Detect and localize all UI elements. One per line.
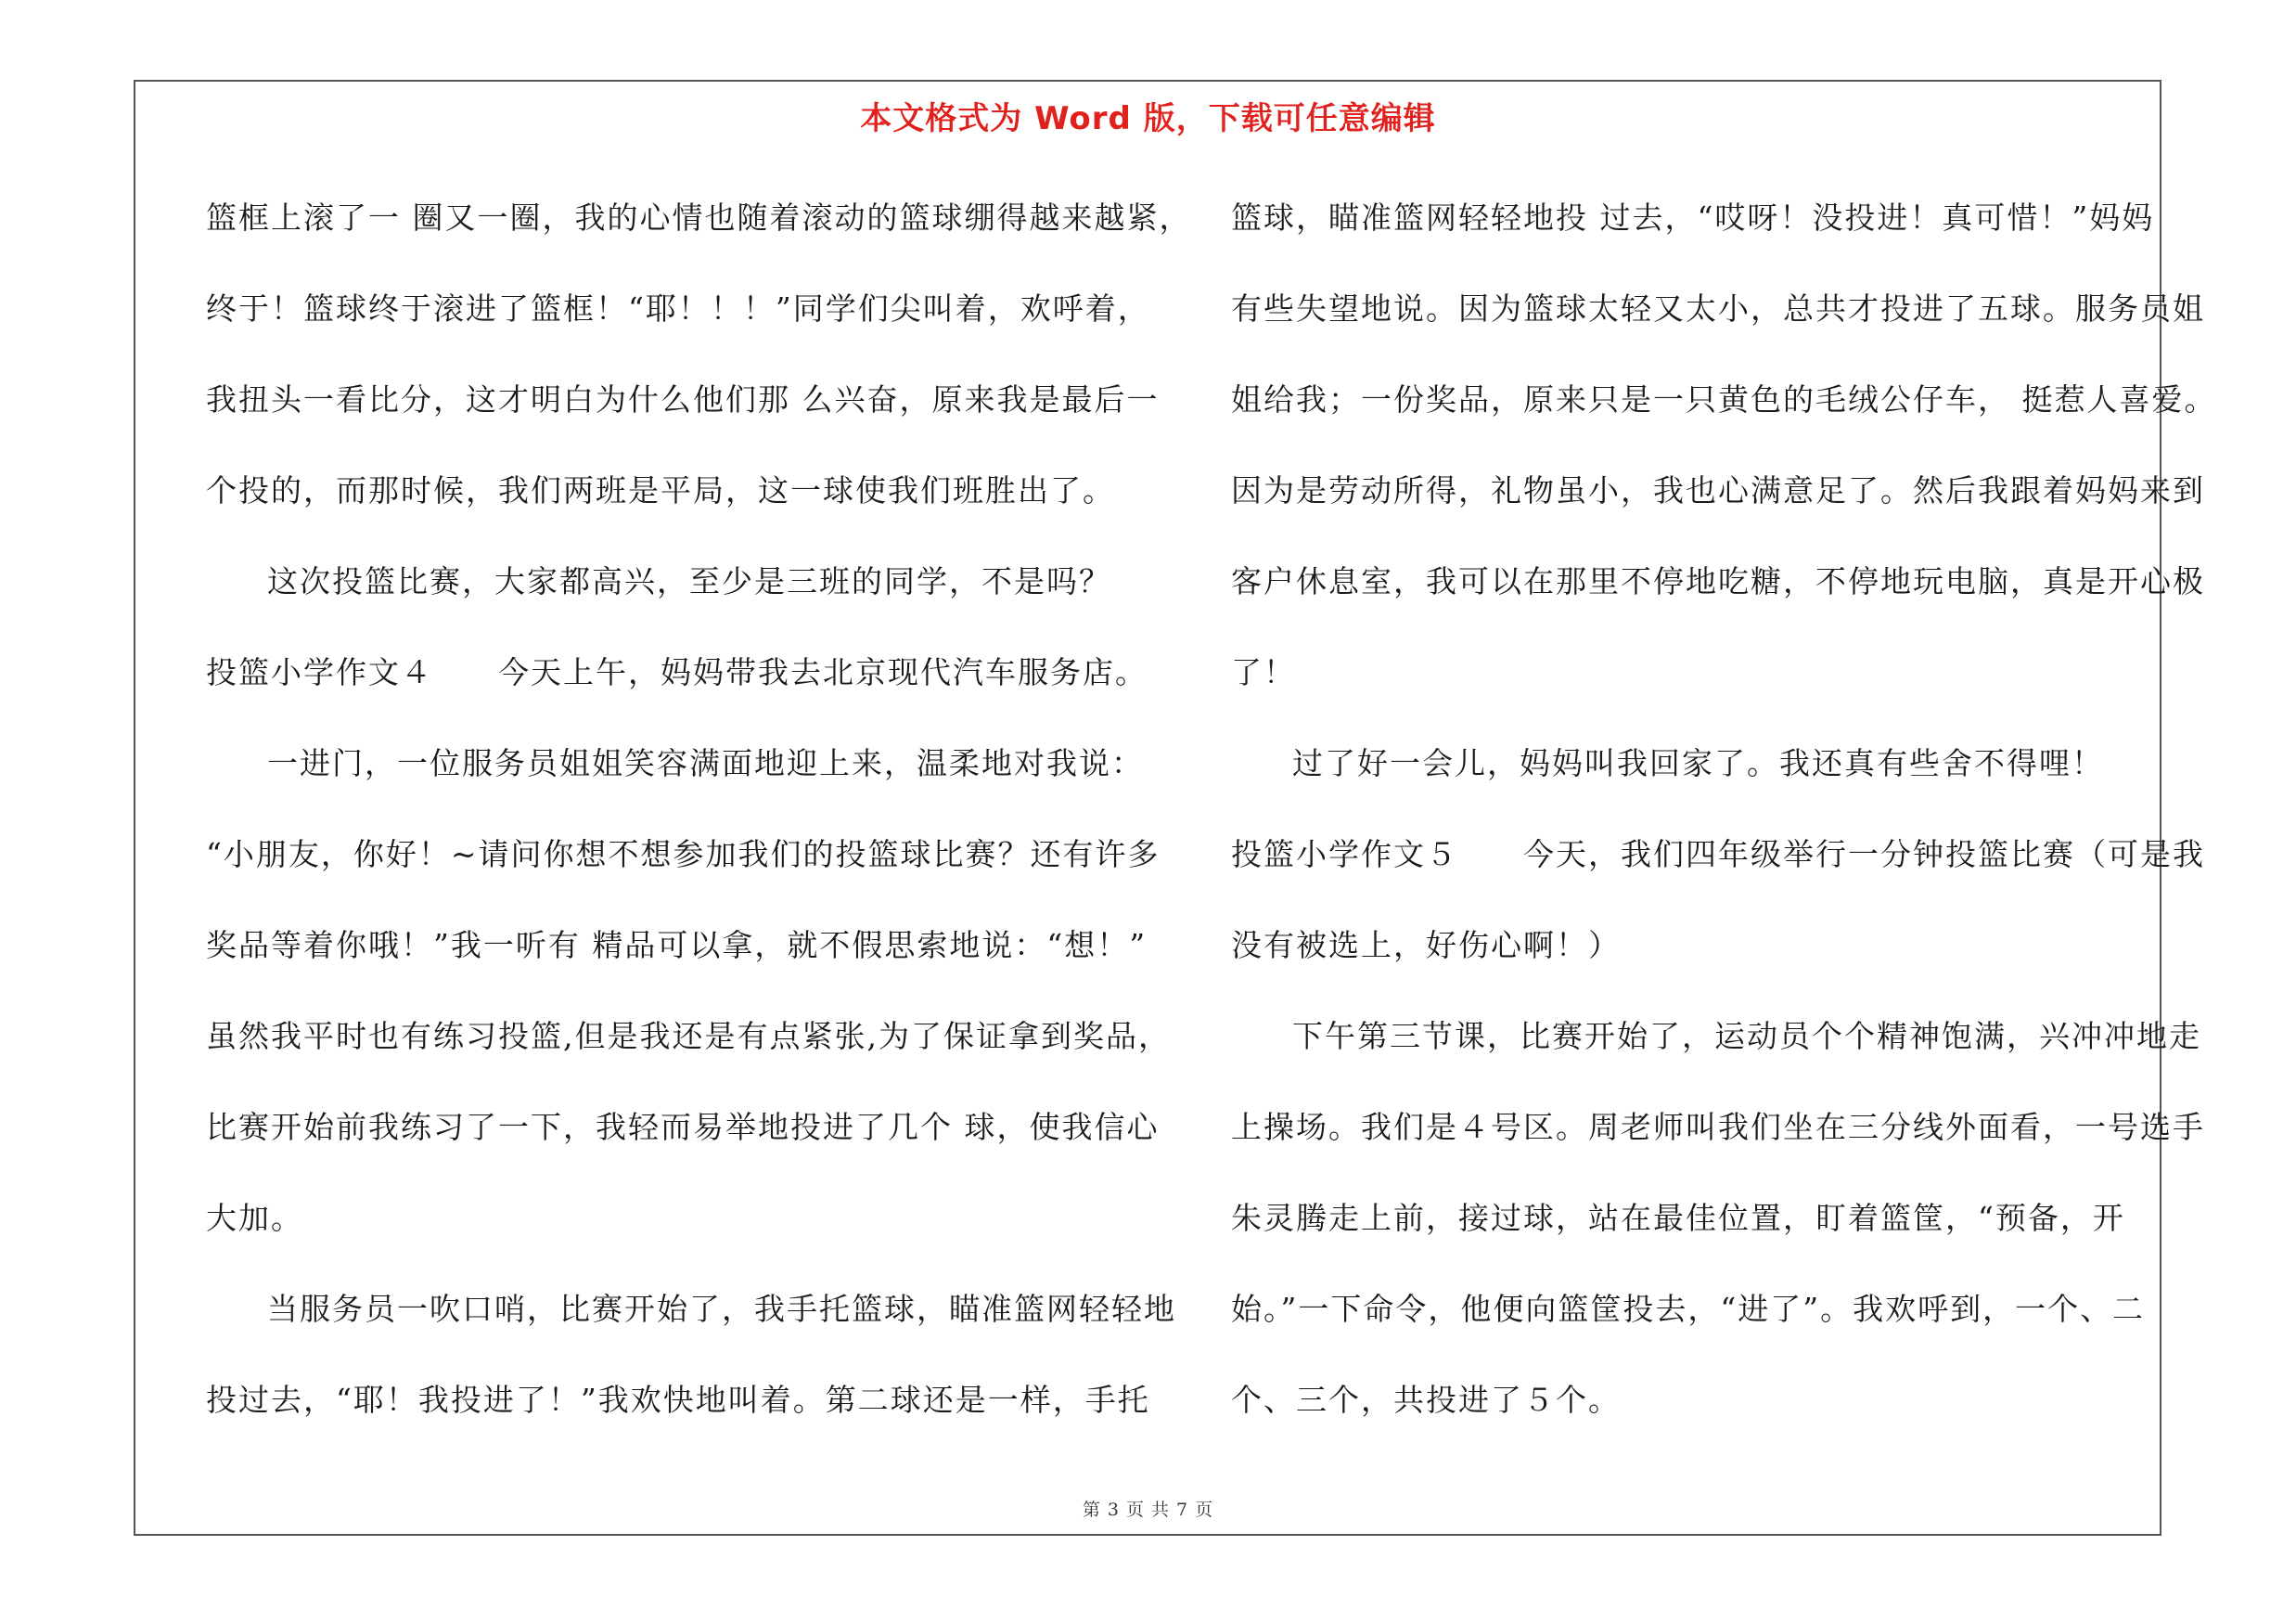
format-notice: 本文格式为 Word 版，下载可任意编辑 xyxy=(860,100,1436,137)
text-line: 客户休息室，我可以在那里不停地吃糖，不停地玩电脑，真是开心极 xyxy=(1231,563,2205,599)
text-line: 下午第三节课，比赛开始了，运动员个个精神饱满，兴冲冲地走 xyxy=(1292,1018,2201,1054)
text-line: 姐给我；一份奖品，原来只是一只黄色的毛绒公仔车， 挺惹人喜爱。 xyxy=(1231,381,2217,418)
text-line: 个、三个，共投进了５个。 xyxy=(1231,1382,1621,1418)
text-line: 虽然我平时也有练习投篮,但是我还是有点紧张,为了保证拿到奖品， xyxy=(206,1018,1171,1054)
text-line: 我扭头一看比分，这才明白为什么他们那 么兴奋，原来我是最后一 xyxy=(206,381,1160,418)
essay-heading-line: 投篮小学作文４ 今天上午，妈妈带我去北京现代汽车服务店。 xyxy=(206,654,1148,690)
essay-heading-line: 投篮小学作文５ 今天，我们四年级举行一分钟投篮比赛（可是我 xyxy=(1231,836,2205,872)
text-line: 一进门，一位服务员姐姐笑容满面地迎上来，温柔地对我说： xyxy=(267,745,1144,781)
page-number: 第 3 页 共 7 页 xyxy=(1082,1500,1214,1520)
text-line: 比赛开始前我练习了一下，我轻而易举地投进了几个 球，使我信心 xyxy=(206,1109,1160,1145)
text-line: 篮框上滚了一 圈又一圈，我的心情也随着滚动的篮球绷得越来越紧， xyxy=(206,200,1192,236)
text-line: “小朋友，你好！~请问你想不想参加我们的投篮球比赛？还有许多 xyxy=(206,836,1161,872)
text-line: 过了好一会儿，妈妈叫我回家了。我还真有些舍不得哩！ xyxy=(1292,745,2104,781)
text-line: 投过去，“耶！我投进了！”我欢快地叫着。第二球还是一样，手托 xyxy=(206,1382,1150,1418)
left-column xyxy=(206,173,1192,1446)
text-line: 上操场。我们是４号区。周老师叫我们坐在三分线外面看，一号选手 xyxy=(1231,1109,2205,1145)
text-line: 当服务员一吹口哨，比赛开始了，我手托篮球，瞄准篮网轻轻地 xyxy=(267,1291,1176,1327)
text-line: 奖品等着你哦！”我一听有 精品可以拿，就不假思索地说：“想！” xyxy=(206,927,1148,963)
text-line: 没有被选上，好伤心啊！） xyxy=(1231,927,1621,963)
text-line: 大加。 xyxy=(206,1200,303,1236)
text-line: 个投的，而那时候，我们两班是平局，这一球使我们班胜出了。 xyxy=(206,472,1115,509)
right-column xyxy=(1231,173,2217,1446)
text-line: 因为是劳动所得，礼物虽小，我也心满意足了。然后我跟着妈妈来到 xyxy=(1231,472,2205,509)
text-line: 终于！篮球终于滚进了篮框！“耶！！！”同学们尖叫着，欢呼着， xyxy=(206,290,1150,327)
text-line: 始。”一下命令，他便向篮筐投去，“进了”。我欢呼到，一个、二 xyxy=(1231,1291,2146,1327)
text-line: 篮球，瞄准篮网轻轻地投 过去，“哎呀！没投进！真可惜！”妈妈 xyxy=(1231,200,2155,236)
text-line: 这次投篮比赛，大家都高兴，至少是三班的同学，不是吗？ xyxy=(267,563,1111,599)
text-line: 了！ xyxy=(1231,654,1296,690)
text-line: 有些失望地说。因为篮球太轻又太小，总共才投进了五球。服务员姐 xyxy=(1231,290,2205,327)
text-line: 朱灵腾走上前，接过球，站在最佳位置，盯着篮筐，“预备，开 xyxy=(1231,1200,2125,1236)
